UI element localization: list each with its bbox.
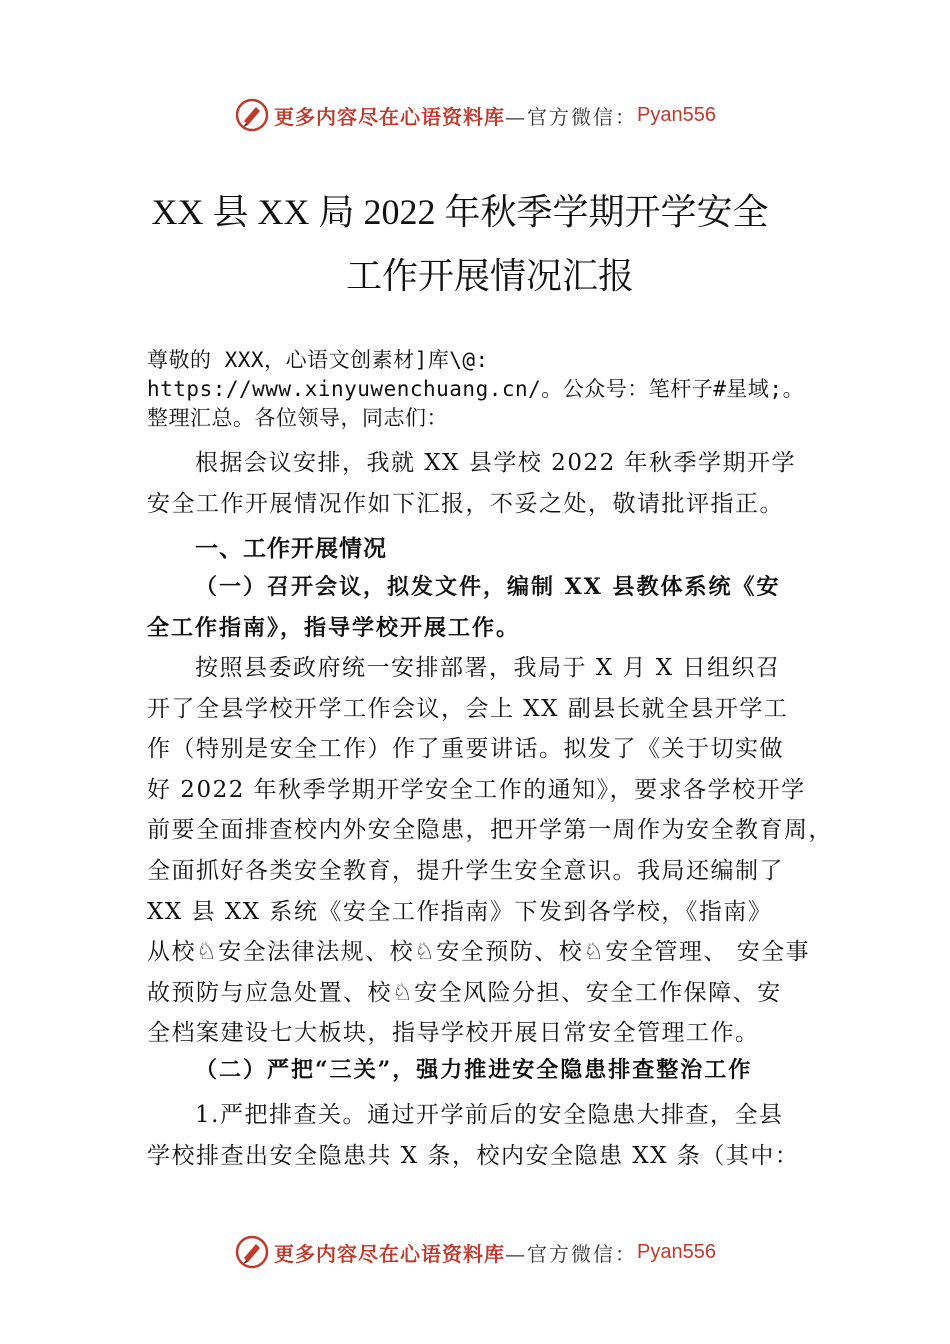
title-line-1: XX 县 XX 局 2022 年秋季学期开学安全 — [151, 192, 769, 232]
salutation-line: 整理汇总。各位领导，同志们： — [147, 406, 448, 430]
banner-id: Pyan556 — [637, 1240, 716, 1263]
salutation — [147, 346, 847, 433]
intro-line: 根据会议安排，我就 XX 县学校 2022 年秋季学期开学 — [195, 450, 797, 476]
paragraph-line: 故预防与应急处置、校♘安全风险分担、安全工作保障、安 — [147, 979, 782, 1006]
sub-heading-2: （二）严把“三关”，强力推进安全隐患排查整治工作 — [195, 1057, 753, 1083]
footer-banner — [0, 1232, 950, 1272]
logo-icon — [234, 97, 270, 133]
paragraph-line: 开了全县学校开学工作会议，会上 XX 副县长就全县开学工 — [147, 695, 789, 722]
paragraph-line: 作（特别是安全工作）作了重要讲话。拟发了《关于切实做 — [147, 736, 784, 763]
body-paragraph-2 — [147, 1095, 817, 1176]
paragraph-line: 学校排查出安全隐患共 X 条，校内安全隐患 XX 条（其中： — [147, 1142, 800, 1169]
paragraph-line: 按照县委政府统一安排部署，我局于 X 月 X 日组织召 — [195, 655, 781, 681]
paragraph-line: 从校♘安全法律法规、校♘安全预防、校♘安全管理、 安全事 — [147, 939, 811, 966]
sub-heading-line: （一）召开会议，拟发文件，编制 XX 县教体系统《安 — [195, 574, 781, 600]
banner-sub: —官方微信： — [505, 104, 638, 129]
sub-heading-line: 全工作指南》，指导学校开展工作。 — [147, 614, 521, 641]
intro-line: 安全工作开展情况作如下汇报，不妥之处，敬请批评指正。 — [147, 490, 784, 517]
paragraph-line: 1.严把排查关。通过开学前后的安全隐患大排查，全县 — [195, 1102, 784, 1128]
banner-text: 更多内容尽在心语资料库 — [274, 1241, 506, 1266]
intro-paragraph — [147, 443, 817, 524]
banner-text: 更多内容尽在心语资料库 — [274, 104, 506, 129]
paragraph-line: 前要全面排查校内外安全隐患，把开学第一周作为安全教育周， — [147, 817, 833, 844]
salutation-line: 尊敬的 XXX，心语文创素材]库\@: — [147, 348, 489, 372]
paragraph-line: 好 2022 年秋季学期开学安全工作的通知》，要求各学校开学 — [147, 776, 806, 803]
body-paragraph-1 — [147, 648, 833, 1054]
salutation-line: https://www.xinyuwenchuang.cn/。公众号：笔杆子#星域;。 — [147, 377, 805, 401]
section-heading: 一、工作开展情况 — [195, 536, 387, 562]
banner-sub: —官方微信： — [505, 1241, 638, 1266]
header-banner — [0, 95, 950, 135]
banner-id: Pyan556 — [637, 103, 716, 126]
title-line-2: 工作开展情况汇报 — [345, 256, 634, 296]
paragraph-line: 全档案建设七大板块，指导学校开展日常安全管理工作。 — [147, 1020, 760, 1047]
paragraph-line: 全面抓好各类安全教育，提升学生安全意识。我局还编制了 — [147, 857, 784, 884]
paragraph-line: XX 县 XX 系统《安全工作指南》下发到各学校，《指南》 — [147, 898, 773, 925]
document-title — [0, 180, 950, 308]
logo-icon — [234, 1234, 270, 1270]
sub-heading-1 — [147, 567, 817, 648]
